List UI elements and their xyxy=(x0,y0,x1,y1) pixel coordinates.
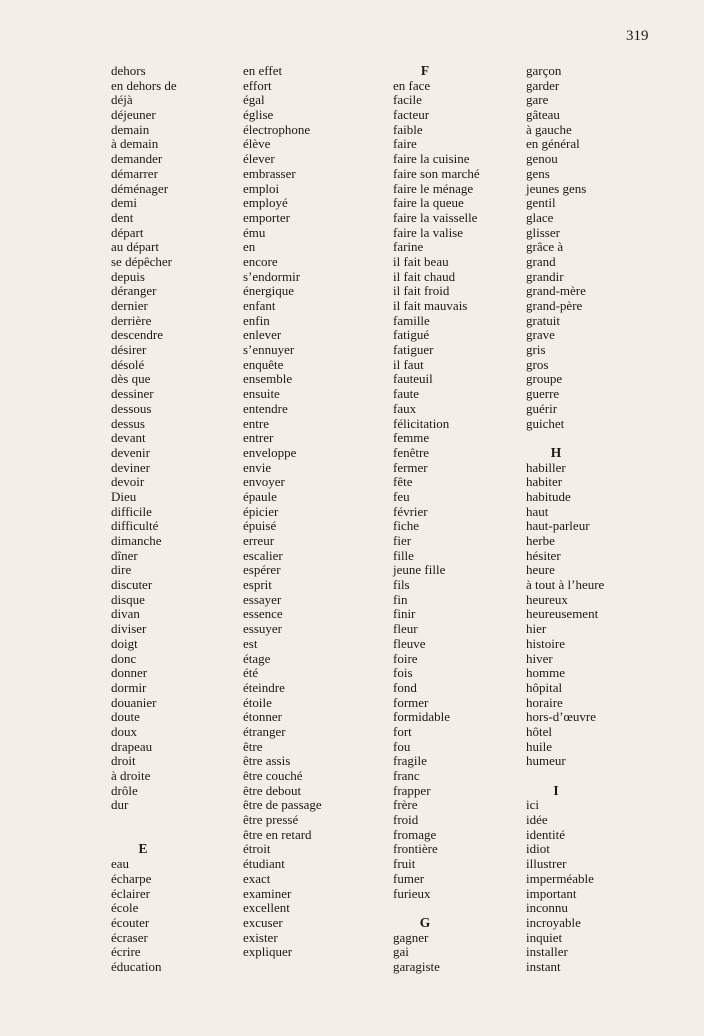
word-entry: école xyxy=(111,900,139,916)
word-entry: foire xyxy=(393,650,418,666)
word-entry: envie xyxy=(243,459,272,475)
word-entry: doute xyxy=(111,709,140,725)
word-entry: difficile xyxy=(111,503,152,519)
word-entry: essuyer xyxy=(243,621,282,637)
word-entry: facile xyxy=(393,92,422,108)
word-entry: doigt xyxy=(111,635,138,651)
word-entry: essence xyxy=(243,606,283,622)
word-entry: devenir xyxy=(111,444,150,460)
word-entry: guerre xyxy=(526,386,560,402)
word-entry: glisser xyxy=(526,224,560,240)
word-entry: fragile xyxy=(393,753,427,769)
word-entry: hôtel xyxy=(526,723,552,739)
word-entry: droit xyxy=(111,753,136,769)
word-entry: fiche xyxy=(393,518,419,534)
word-entry: être pressé xyxy=(243,812,299,828)
word-entry: hésiter xyxy=(526,547,561,563)
word-entry: hôpital xyxy=(526,679,563,695)
word-entry: formidable xyxy=(393,709,451,725)
word-entry: gagner xyxy=(393,929,429,945)
word-entry: eau xyxy=(111,856,130,872)
word-entry: horaire xyxy=(526,694,563,710)
word-entry: écouter xyxy=(111,914,150,930)
word-entry: épuisé xyxy=(243,518,277,534)
word-entry: garçon xyxy=(526,63,562,78)
word-entry: fruit xyxy=(393,856,416,872)
word-entry: espérer xyxy=(243,562,281,578)
word-entry: emploi xyxy=(243,180,280,196)
word-entry: fois xyxy=(393,665,413,681)
word-entry: dehors xyxy=(111,63,146,78)
word-entry: farine xyxy=(393,239,424,255)
letter-heading: H xyxy=(550,444,562,460)
word-entry: dès que xyxy=(111,371,151,387)
spacer xyxy=(526,431,646,446)
word-entry: employé xyxy=(243,195,288,211)
word-entry: élève xyxy=(243,136,271,152)
word-entry: fou xyxy=(393,738,411,754)
word-entry: grand-mère xyxy=(526,283,586,299)
word-entry: glace xyxy=(526,209,554,225)
word-entry: embrasser xyxy=(243,165,296,181)
word-entry: depuis xyxy=(111,268,145,284)
word-entry: faire la queue xyxy=(393,195,464,211)
word-entry: huile xyxy=(526,738,552,754)
word-entry: fille xyxy=(393,547,414,563)
word-entry: enfin xyxy=(243,312,270,328)
word-entry: faire la cuisine xyxy=(393,151,470,167)
word-entry: exact xyxy=(243,870,271,886)
word-entry: fermer xyxy=(393,459,428,475)
word-entry: disque xyxy=(111,591,145,607)
word-entry: faire son marché xyxy=(393,165,480,181)
word-entry: frapper xyxy=(393,782,431,798)
word-entry: heureusement xyxy=(526,606,599,622)
word-entry: gens xyxy=(526,165,550,181)
letter-heading: I xyxy=(553,782,559,798)
word-entry: être en retard xyxy=(243,826,312,842)
word-entry: désolé xyxy=(111,356,145,372)
word-entry: écraser xyxy=(111,929,148,945)
word-entry: étonner xyxy=(243,709,282,725)
word-entry: déménager xyxy=(111,180,169,196)
word-entry: à droite xyxy=(111,768,151,783)
word-entry: jeunes gens xyxy=(526,180,587,196)
letter-heading: F xyxy=(420,63,430,78)
word-entry: s’ennuyer xyxy=(243,342,295,358)
word-entry: excellent xyxy=(243,900,290,916)
word-entry: il fait froid xyxy=(393,283,450,299)
word-entry: inconnu xyxy=(526,900,568,916)
word-entry: dîner xyxy=(111,547,138,563)
word-entry: démarrer xyxy=(111,165,158,181)
word-entry: fauteuil xyxy=(393,371,433,387)
word-entry: deviner xyxy=(111,459,150,475)
word-entry: grave xyxy=(526,327,555,343)
word-entry: haut xyxy=(526,503,549,519)
word-entry: faible xyxy=(393,121,423,137)
word-entry: église xyxy=(243,107,274,123)
word-entry: désirer xyxy=(111,342,147,358)
word-entry: s’endormir xyxy=(243,268,301,284)
word-entry: déjeuner xyxy=(111,107,156,123)
word-entry: dent xyxy=(111,209,134,225)
word-entry: épaule xyxy=(243,488,277,504)
word-entry: hiver xyxy=(526,650,553,666)
word-entry: gratuit xyxy=(526,312,560,328)
word-entry: écharpe xyxy=(111,870,152,886)
letter-heading: E xyxy=(138,841,148,857)
word-entry: heure xyxy=(526,562,555,578)
word-entry: fier xyxy=(393,533,412,548)
word-entry: devant xyxy=(111,430,146,446)
word-entry: hors-d’œuvre xyxy=(526,709,597,725)
word-entry: faute xyxy=(393,386,419,402)
word-entry: demi xyxy=(111,195,137,211)
word-entry: essayer xyxy=(243,591,282,607)
word-entry: fin xyxy=(393,591,408,607)
word-entry: excuser xyxy=(243,914,283,930)
word-entry: grand-père xyxy=(526,298,583,313)
word-entry: en dehors de xyxy=(111,77,177,93)
word-entry: écrire xyxy=(111,944,141,960)
word-entry: dernier xyxy=(111,298,148,313)
word-entry: humeur xyxy=(526,753,566,769)
word-entry: dessous xyxy=(111,400,152,416)
word-entry: finir xyxy=(393,606,416,622)
word-entry: donc xyxy=(111,650,137,666)
word-entry: enquête xyxy=(243,356,284,372)
word-entry: erreur xyxy=(243,533,275,548)
word-entry: il fait beau xyxy=(393,253,449,269)
word-entry: idée xyxy=(526,812,548,828)
word-entry: se dépêcher xyxy=(111,253,172,269)
word-entry: instant xyxy=(526,958,561,974)
word-entry: dessus xyxy=(111,415,145,431)
word-entry: gai xyxy=(393,944,409,960)
word-entry: drôle xyxy=(111,782,138,798)
spacer xyxy=(111,813,231,828)
word-entry: été xyxy=(243,665,259,681)
word-entry: faux xyxy=(393,400,417,416)
page-number: 319 xyxy=(626,28,649,44)
word-entry: déranger xyxy=(111,283,157,299)
word-entry: famille xyxy=(393,312,430,328)
spacer xyxy=(393,901,513,916)
word-entry: facteur xyxy=(393,107,430,123)
word-entry: gâteau xyxy=(526,107,560,123)
word-entry: habiller xyxy=(526,459,566,475)
word-entry: étroit xyxy=(243,841,271,857)
word-entry: escalier xyxy=(243,547,283,563)
word-entry: habitude xyxy=(526,488,571,504)
word-entry: exister xyxy=(243,929,278,945)
word-entry: guérir xyxy=(526,400,558,416)
word-entry: feu xyxy=(393,488,410,504)
word-entry: important xyxy=(526,885,577,901)
word-entry: illustrer xyxy=(526,856,567,872)
word-entry: former xyxy=(393,694,429,710)
word-entry: idiot xyxy=(526,841,550,857)
word-entry: devoir xyxy=(111,474,145,490)
word-entry: fenêtre xyxy=(393,444,430,460)
word-entry: fête xyxy=(393,474,413,490)
word-entry: gentil xyxy=(526,195,556,211)
word-entry: demain xyxy=(111,121,150,137)
word-entry: il faut xyxy=(393,356,424,372)
word-entry: hier xyxy=(526,621,547,637)
word-entry: divan xyxy=(111,606,140,622)
word-entry: dimanche xyxy=(111,533,162,548)
word-entry: être couché xyxy=(243,768,303,783)
word-entry: expliquer xyxy=(243,944,293,960)
word-entry: heureux xyxy=(526,591,568,607)
word-entry: étage xyxy=(243,650,271,666)
word-entry: février xyxy=(393,503,428,519)
word-entry: en face xyxy=(393,77,431,93)
word-entry: entendre xyxy=(243,400,288,416)
word-entry: frère xyxy=(393,797,418,813)
word-entry: esprit xyxy=(243,577,272,593)
word-entry: faire la valise xyxy=(393,224,464,240)
word-entry: à gauche xyxy=(526,121,572,137)
word-entry: histoire xyxy=(526,635,565,651)
word-entry: égal xyxy=(243,92,265,108)
word-entry: demander xyxy=(111,151,163,167)
word-entry: fond xyxy=(393,679,417,695)
word-entry: étranger xyxy=(243,723,286,739)
word-entry: Dieu xyxy=(111,488,137,504)
word-column-1 xyxy=(111,64,231,975)
word-entry: faire la vaisselle xyxy=(393,209,478,225)
word-entry: enlever xyxy=(243,327,282,343)
word-entry: garagiste xyxy=(393,958,440,974)
word-entry: fatiguer xyxy=(393,342,434,358)
word-entry: étudiant xyxy=(243,856,285,872)
word-entry: fils xyxy=(393,577,410,593)
word-entry: fatigué xyxy=(393,327,430,343)
word-entry: furieux xyxy=(393,885,431,901)
word-entry: grâce à xyxy=(526,239,564,255)
word-entry: ensemble xyxy=(243,371,293,387)
word-entry: guichet xyxy=(526,415,565,431)
word-entry: dessiner xyxy=(111,386,154,402)
word-entry: fleuve xyxy=(393,635,426,651)
word-entry: faire le ménage xyxy=(393,180,474,196)
word-entry: habiter xyxy=(526,474,563,490)
word-entry: en général xyxy=(526,136,580,152)
word-entry: en xyxy=(243,239,256,255)
word-entry: éducation xyxy=(111,958,162,974)
word-entry: ici xyxy=(526,797,539,813)
word-entry: imperméable xyxy=(526,870,594,886)
word-entry: jeune fille xyxy=(393,562,446,578)
word-entry: douanier xyxy=(111,694,157,710)
word-entry: homme xyxy=(526,665,565,681)
word-entry: électrophone xyxy=(243,121,311,137)
word-entry: diviser xyxy=(111,621,147,637)
word-entry: être xyxy=(243,738,263,754)
word-entry: éteindre xyxy=(243,679,285,695)
word-entry: froid xyxy=(393,812,419,828)
word-entry: dire xyxy=(111,562,132,578)
word-entry: grandir xyxy=(526,268,564,284)
word-entry: à demain xyxy=(111,136,159,152)
word-entry: frontière xyxy=(393,841,438,857)
word-entry: éclairer xyxy=(111,885,150,901)
word-entry: gros xyxy=(526,356,549,372)
word-entry: entre xyxy=(243,415,269,431)
word-entry: être debout xyxy=(243,782,302,798)
word-entry: haut-parleur xyxy=(526,518,590,534)
word-entry: est xyxy=(243,635,258,651)
word-column-3 xyxy=(393,64,513,975)
word-entry: identité xyxy=(526,826,565,842)
word-entry: dormir xyxy=(111,679,147,695)
word-entry: élever xyxy=(243,151,275,167)
word-entry: déjà xyxy=(111,92,133,108)
word-entry: fort xyxy=(393,723,412,739)
word-entry: ému xyxy=(243,224,266,240)
word-entry: incroyable xyxy=(526,914,581,930)
word-entry: femme xyxy=(393,430,430,446)
spacer xyxy=(526,769,646,784)
word-entry: franc xyxy=(393,768,420,783)
word-entry: énergique xyxy=(243,283,295,299)
word-entry: difficulté xyxy=(111,518,159,534)
word-entry: installer xyxy=(526,944,568,960)
word-entry: félicitation xyxy=(393,415,450,431)
word-entry: enveloppe xyxy=(243,444,297,460)
letter-heading: G xyxy=(419,914,431,930)
word-entry: fromage xyxy=(393,826,437,842)
word-entry: au départ xyxy=(111,239,160,255)
word-entry: envoyer xyxy=(243,474,285,490)
word-entry: doux xyxy=(111,723,137,739)
word-entry: groupe xyxy=(526,371,563,387)
word-entry: enfant xyxy=(243,298,276,313)
word-entry: être assis xyxy=(243,753,291,769)
word-entry: fumer xyxy=(393,870,425,886)
word-entry: épicier xyxy=(243,503,279,519)
word-entry: faire xyxy=(393,136,417,152)
word-entry: fleur xyxy=(393,621,418,637)
word-entry: descendre xyxy=(111,327,163,343)
word-column-4 xyxy=(526,64,646,975)
word-entry: ensuite xyxy=(243,386,280,402)
word-entry: examiner xyxy=(243,885,292,901)
word-entry: gris xyxy=(526,342,546,358)
word-entry: drapeau xyxy=(111,738,153,754)
word-entry: il fait chaud xyxy=(393,268,456,284)
word-entry: en effet xyxy=(243,63,283,78)
word-entry: gare xyxy=(526,92,549,108)
word-entry: inquiet xyxy=(526,929,563,945)
word-entry: garder xyxy=(526,77,560,93)
word-entry: étoile xyxy=(243,694,272,710)
word-entry: à tout à l’heure xyxy=(526,577,605,593)
word-entry: départ xyxy=(111,224,144,240)
word-column-2 xyxy=(243,64,378,960)
word-entry: encore xyxy=(243,253,278,269)
word-entry: être de passage xyxy=(243,797,322,813)
word-entry: herbe xyxy=(526,533,555,548)
word-entry: emporter xyxy=(243,209,290,225)
word-entry: effort xyxy=(243,77,272,93)
word-entry: donner xyxy=(111,665,148,681)
word-entry: il fait mauvais xyxy=(393,298,468,313)
word-entry: discuter xyxy=(111,577,153,593)
word-entry: entrer xyxy=(243,430,274,446)
word-entry: derrière xyxy=(111,312,152,328)
word-entry: dur xyxy=(111,797,129,813)
spacer xyxy=(111,828,231,843)
word-entry: genou xyxy=(526,151,558,167)
word-entry: grand xyxy=(526,253,556,269)
